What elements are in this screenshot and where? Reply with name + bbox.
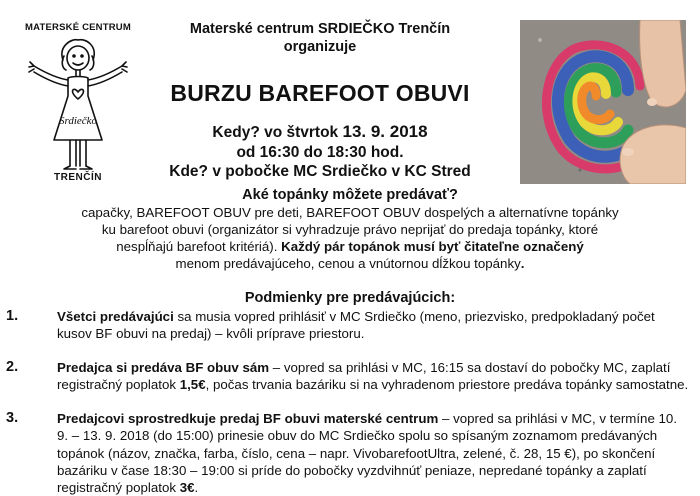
shoes-heading: Aké topánky môžete predávať?: [242, 187, 458, 203]
condition-number: 3.: [6, 410, 19, 426]
event-title: BURZU BAREFOOT OBUVI: [170, 80, 470, 106]
event-location: Kde? v pobočke MC Srdiečko v KC Stred: [169, 163, 471, 180]
conditions-section: [0, 289, 700, 496]
condition-number: 1.: [6, 308, 19, 324]
condition-text: [57, 308, 689, 343]
shoes-line-4-end: .: [520, 256, 525, 271]
rainbow-chalk-image: [520, 20, 686, 184]
event-header: [150, 20, 490, 181]
condition-rest: – vopred sa prihlási v MC, 16:15 sa dostaví do pobočky MC, zaplatí registračný poplatok: [57, 360, 671, 393]
when-line: [150, 122, 490, 143]
logo-bottom-text: TRENČÍN: [54, 172, 102, 183]
shoes-line-3-bold: Každý pár topánok musí byť čitateľne označený: [281, 239, 584, 254]
condition-rest-2: .: [194, 480, 199, 496]
condition-fee: 3€: [179, 480, 195, 496]
condition-fee: 1,5€: [179, 377, 206, 393]
shoes-line-4-text: menom predávajúceho, cenou a vnútornou dĺžkou topánky: [175, 256, 521, 271]
organizer: Materské centrum SRDIEČKO Trenčín: [189, 21, 451, 37]
condition-rest-2: , počas trvania bazáriku si na vyhradenom priestore predáva topánky samostatne.: [205, 377, 689, 393]
condition-rest: – vopred sa prihlási v MC, v termíne 10. 9. – 13. 9. 2018 (do 15:00) prinesie obuv do MC Srdiečko spolu so spísaným zoznamom predávaných topánok (názov, značka, farba, číslo, cena – napr. VivobarefootUltra, zelené, č. 28, 15 €), po skončení bazáriku v čase 18:30 – 19:00 si príde do pobočky vyzdvihnúť peniaze, nepredané topánky a zaplatí registračný poplatok: [57, 411, 678, 496]
shoes-line-1: capačky, BAREFOOT OBUV pre deti, BAREFOOT OBUV dospelých a alternatívne topánky: [81, 205, 619, 220]
condition-bold: Predajcovi sprostredkuje predaj BF obuvi materské centrum: [57, 411, 439, 426]
when-label: Kedy? vo štvrtok: [212, 124, 339, 141]
event-time: od 16:30 do 18:30 hod.: [236, 144, 404, 161]
shoes-line-4: [36, 255, 664, 272]
shoes-line-3: [36, 238, 664, 255]
rainbow-feet-photo: [520, 20, 686, 184]
shoes-line-3-text: nespĺňajú barefoot kritériá).: [116, 239, 278, 254]
condition-rest: sa musia vopred prihlásiť v MC Srdiečko (meno, priezvisko, predpokladaný počet kusov BF obuvi na predaj) – kvôli príprave priestoru.: [57, 309, 655, 342]
condition-bold: Predajca si predáva BF obuv sám: [57, 360, 270, 375]
condition-text: [57, 410, 689, 496]
condition-bold: Všetci predávajúci: [57, 309, 174, 324]
organizes-label: organizuje: [283, 39, 357, 55]
conditions-heading: Podmienky pre predávajúcich:: [244, 290, 456, 306]
shoes-line-2: ku barefoot obuvi (organizátor si vyhradzuje právo neprijať do predaja topánky, ktoré: [101, 222, 599, 237]
event-date: 13. 9. 2018: [342, 122, 428, 141]
child-figure-icon: [28, 36, 128, 174]
condition-number: 2.: [6, 359, 19, 375]
condition-text: [57, 359, 689, 394]
shoes-section: [36, 186, 664, 272]
mc-srdiecko-logo: [22, 22, 134, 190]
logo-figure-text: Srdiečko: [58, 115, 98, 127]
logo-top-text: MATERSKÉ CENTRUM: [25, 22, 131, 33]
